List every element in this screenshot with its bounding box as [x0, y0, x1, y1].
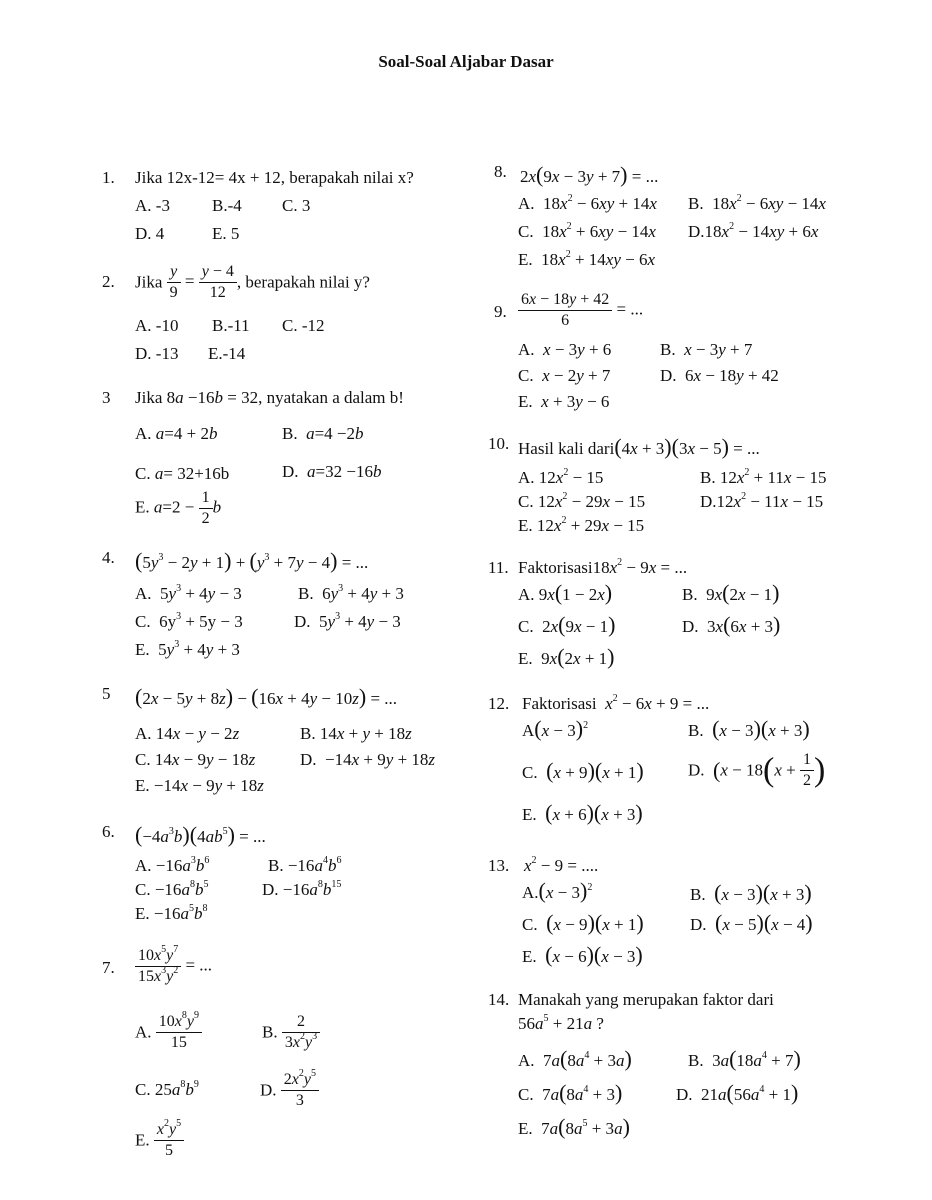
- option-b: B. 14x + y + 18z: [300, 724, 412, 743]
- question-number: 1.: [102, 168, 115, 187]
- question-number: 9.: [494, 302, 507, 321]
- question-stem: $\frac{10x^5y^7}{15x^3y^2}$ = ...: [135, 946, 212, 987]
- option-a: A. $18x^2 - 6xy + 14x$: [518, 193, 657, 213]
- option-c: C. a= 32+16b: [135, 464, 230, 483]
- option-e: E. $\frac{x^2y^5}{5}$: [135, 1120, 184, 1161]
- option-e: E. $-16a^5b^8$: [135, 903, 208, 923]
- option-a: $A(x - 3)^2$: [522, 716, 589, 741]
- option-e: E. $12x^2 + 29x - 15$: [518, 515, 645, 535]
- question-number: 13.: [488, 856, 510, 875]
- question-number: 4.: [102, 548, 115, 567]
- option-d: D. $21a(56a^4 + 1)$: [676, 1080, 799, 1105]
- option-a: A. -10: [135, 316, 179, 335]
- question-number: 5: [102, 684, 111, 703]
- question-number: 8.: [494, 162, 507, 181]
- option-b: B. (x − 3)(x + 3): [690, 880, 812, 905]
- option-e: E. 5: [212, 224, 240, 243]
- option-c: C. 2x(9x − 1): [518, 612, 616, 637]
- question-stem: Jika 12x-12= 4x + 12, berapakah nilai x?: [135, 168, 414, 187]
- option-a: A. $12x^2 - 15$: [518, 467, 604, 487]
- option-e: E. 9x(2x + 1): [518, 644, 615, 669]
- option-d: D. 3x(6x + 3): [682, 612, 781, 637]
- option-c: C. $7a(8a^4 + 3)$: [518, 1080, 623, 1105]
- option-a: A. $\frac{10x^8y^9}{15}$: [135, 1012, 202, 1053]
- option-a: $A.(x - 3)^2$: [522, 878, 593, 903]
- option-c: C. $6y^3 + 5y - 3$: [135, 611, 243, 631]
- option-d: D. (x − 18(x + $\frac{1}{2}$ ): [688, 751, 826, 789]
- question-expression: $56a^5 + 21a$ ?: [518, 1013, 604, 1033]
- option-d: D. $\frac{2x^2y^5}{3}$: [260, 1070, 319, 1111]
- question-stem: Faktorisasi $x^2 - 6x + 9$ = ...: [522, 693, 710, 713]
- option-d: D. $5y^3 + 4y - 3$: [294, 611, 401, 631]
- option-c: C. -12: [282, 316, 325, 335]
- question-number: 6.: [102, 822, 115, 841]
- question-number: 7.: [102, 958, 115, 977]
- option-b: B. a=4 −2b: [282, 424, 364, 443]
- option-b: B. $3a(18a^4 + 7)$: [688, 1046, 801, 1071]
- option-d: D. −14x + 9y + 18z: [300, 750, 436, 769]
- option-d: D. 4: [135, 224, 165, 243]
- option-a: A. a=4 + 2b: [135, 424, 218, 443]
- option-a: A. x − 3y + 6: [518, 340, 612, 359]
- option-a: A. $-16a^3b^6$: [135, 855, 210, 875]
- question-number: 12.: [488, 694, 510, 713]
- option-c: C. $25a^8b^9$: [135, 1079, 199, 1099]
- question-stem: Jika $\frac{y}{9}$ = $\frac{y - 4}{12}$ , berapakah nilai y?: [135, 263, 370, 301]
- question-number: 10.: [488, 434, 510, 453]
- option-d: $D.12x^2 - 11x - 15$: [700, 491, 824, 511]
- question-stem: $\frac{6x - 18y + 42}{6}$ = ...: [518, 290, 643, 331]
- option-a: A. 9x(1 − 2x): [518, 580, 613, 605]
- option-e: E. $5y^3 + 4y + 3$: [135, 639, 240, 659]
- question-stem: $Faktorisasi18x^2 - 9x$ = ...: [518, 557, 688, 577]
- option-b: B.-4: [212, 196, 242, 215]
- option-c: C. $-16a^8b^5$: [135, 879, 209, 899]
- option-e: E. −14x − 9y + 18z: [135, 776, 264, 795]
- question-stem: (2x − 5y + 8z) − (16x + 4y − 10z) = ...: [135, 684, 398, 709]
- option-b: B.-11: [212, 316, 250, 335]
- question-stem: $(5y^3 - 2y + 1) + (y^3 + 7y - 4)$ = ...: [135, 548, 369, 573]
- option-b: B. 9x(2x − 1): [682, 580, 780, 605]
- option-d: D. a=32 −16b: [282, 462, 382, 481]
- option-b: B. $\frac{2}{3x^2y^3}$: [262, 1012, 320, 1053]
- option-c: C. (x + 9)(x + 1): [522, 758, 644, 783]
- option-a: A. 14x − y − 2z: [135, 724, 240, 743]
- option-d: D. -13: [135, 344, 179, 363]
- option-e: E. $7a(8a^5 + 3a)$: [518, 1114, 630, 1139]
- question-number: 3: [102, 388, 111, 407]
- option-b: B. (x − 3)(x + 3): [688, 716, 810, 741]
- option-b: B. $-16a^4b^6$: [268, 855, 342, 875]
- option-c: C. $12x^2 - 29x - 15$: [518, 491, 646, 511]
- question-number: 2.: [102, 272, 115, 291]
- question-number: 11.: [488, 558, 509, 577]
- option-e: E. a=2 − $\frac{1}{2}$ b: [135, 489, 222, 527]
- option-d: D. (x − 5)(x − 4): [690, 910, 813, 935]
- question-stem: 2x(9x − 3y + 7) = ...: [520, 162, 659, 187]
- option-c: C. 3: [282, 196, 311, 215]
- option-b: B. x − 3y + 7: [660, 340, 753, 359]
- question-stem: Manakah yang merupakan faktor dari: [518, 990, 774, 1009]
- option-e: E. (x + 6)(x + 3): [522, 800, 643, 825]
- option-e: E. $18x^2 + 14xy - 6x$: [518, 249, 656, 269]
- option-e: E. x + 3y − 6: [518, 392, 610, 411]
- question-stem: $x^2 - 9$ = ....: [524, 855, 599, 875]
- option-c: C. 14x − 9y − 18z: [135, 750, 256, 769]
- question-stem: Hasil kali dari(4x + 3)(3x − 5) = ...: [518, 434, 760, 459]
- option-d: D. $-16a^8b^{15}$: [262, 879, 342, 899]
- option-e: E. (x − 6)(x − 3): [522, 942, 643, 967]
- option-c: C. (x − 9)(x + 1): [522, 910, 644, 935]
- option-d: $D.18x^2 - 14xy + 6x$: [688, 221, 819, 241]
- option-b: B. $6y^3 + 4y + 3$: [298, 583, 404, 603]
- option-e: E.-14: [208, 344, 246, 363]
- option-b: B. $12x^2 + 11x - 15$: [700, 467, 827, 487]
- option-c: C. $18x^2 + 6xy - 14x$: [518, 221, 656, 241]
- option-a: A. $7a(8a^4 + 3a)$: [518, 1046, 632, 1071]
- option-b: B. $18x^2 - 6xy - 14x$: [688, 193, 826, 213]
- question-stem: Jika 8a −16b = 32, nyatakan a dalam b!: [135, 388, 404, 407]
- option-c: C. x − 2y + 7: [518, 366, 611, 385]
- option-a: A. -3: [135, 196, 170, 215]
- option-a: A. $5y^3 + 4y - 3$: [135, 583, 242, 603]
- question-number: 14.: [488, 990, 510, 1009]
- option-d: D. 6x − 18y + 42: [660, 366, 779, 385]
- page-title: Soal-Soal Aljabar Dasar: [378, 52, 554, 71]
- question-stem: $(-4a^3b)(4ab^5)$ = ...: [135, 822, 266, 847]
